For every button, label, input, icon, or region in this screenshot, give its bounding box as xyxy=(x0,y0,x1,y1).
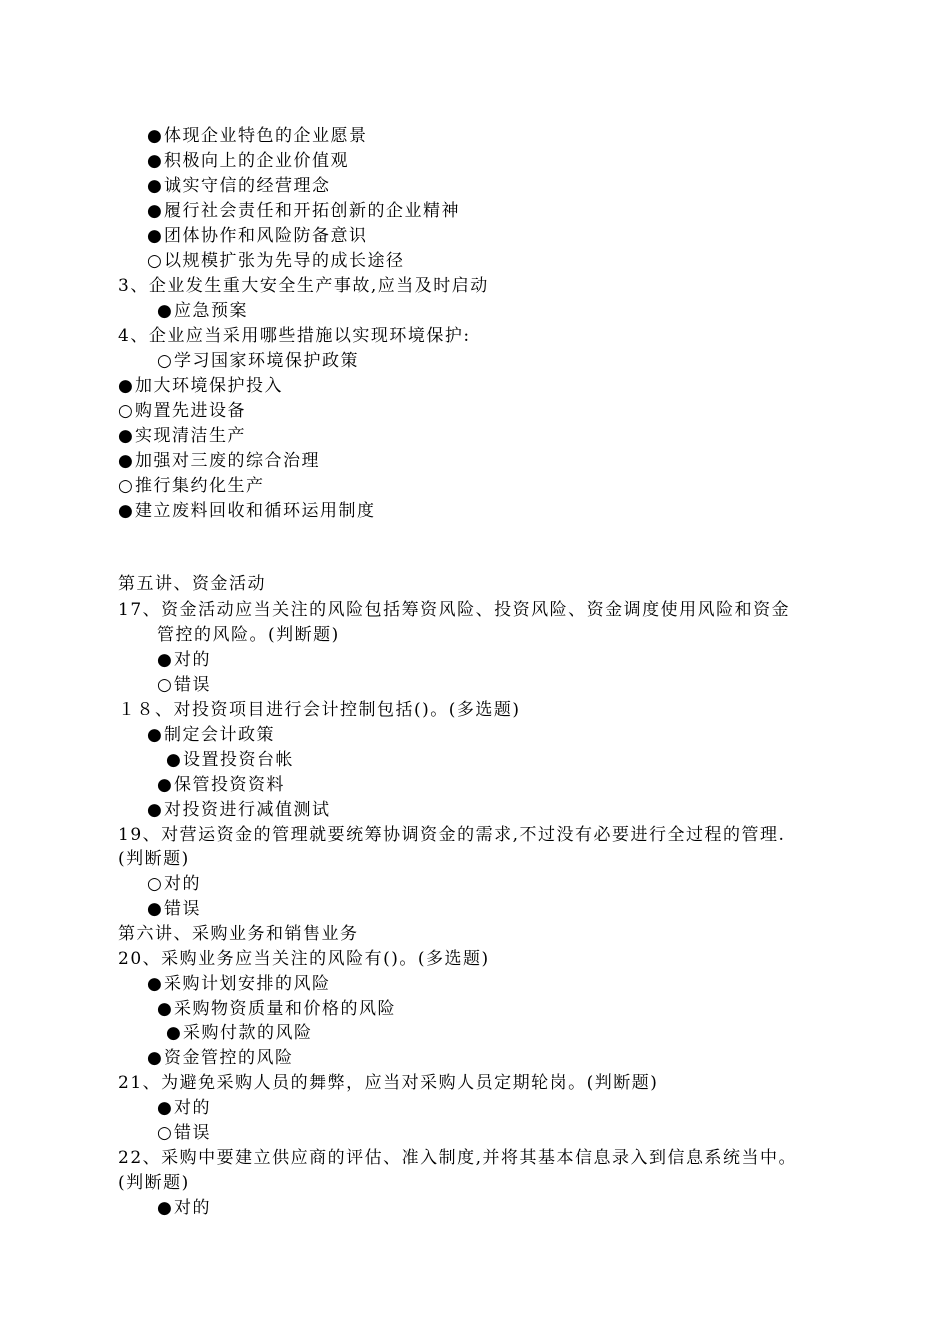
question-17-continued: 管控的风险。(判断题) xyxy=(157,625,340,645)
option-line xyxy=(118,499,376,523)
option-text: 采购物资质量和价格的风险 xyxy=(174,999,396,1019)
filled-bullet-icon: ● xyxy=(157,1098,174,1118)
filled-bullet-icon: ● xyxy=(147,226,164,246)
option-text: 加强对三废的综合治理 xyxy=(135,451,320,471)
option-line xyxy=(147,124,368,148)
filled-bullet-icon: ● xyxy=(118,451,135,471)
question-19-continued: (判断题) xyxy=(118,849,190,869)
filled-bullet-icon: ● xyxy=(118,376,135,396)
filled-bullet-icon: ● xyxy=(147,126,164,146)
filled-bullet-icon: ● xyxy=(157,650,174,670)
filled-bullet-icon: ● xyxy=(118,501,135,521)
question-22: 22、采购中要建立供应商的评估、准入制度,并将其基本信息录入到信息系统当中。 xyxy=(118,1148,798,1168)
section-title-lecture-5: 第五讲、资金活动 xyxy=(118,574,266,594)
option-text: 资金管控的风险 xyxy=(164,1048,294,1068)
empty-bullet-icon: ○ xyxy=(118,401,135,421)
option-text: 保管投资资料 xyxy=(174,775,285,795)
option-text: 履行社会责任和开拓创新的企业精神 xyxy=(164,201,460,221)
option-line xyxy=(157,349,359,373)
question-3: 3、企业发生重大安全生产事故,应当及时启动 xyxy=(118,276,489,296)
option-text: 加大环境保护投入 xyxy=(135,376,283,396)
option-text: 采购计划安排的风险 xyxy=(164,974,331,994)
option-line xyxy=(157,997,396,1021)
empty-bullet-icon: ○ xyxy=(147,251,164,271)
question-17: 17、资金活动应当关注的风险包括筹资风险、投资风险、资金调度使用风险和资金 xyxy=(118,600,791,620)
option-text: 错误 xyxy=(174,675,211,695)
option-line xyxy=(157,773,285,797)
option-text: 建立废料回收和循环运用制度 xyxy=(135,501,376,521)
question-22-continued: (判断题) xyxy=(118,1173,190,1193)
option-text: 诚实守信的经营理念 xyxy=(164,176,331,196)
filled-bullet-icon: ● xyxy=(166,750,183,770)
option-line xyxy=(147,972,331,996)
filled-bullet-icon: ● xyxy=(147,974,164,994)
question-21: 21、为避免采购人员的舞弊，应当对采购人员定期轮岗。(判断题) xyxy=(118,1073,659,1093)
filled-bullet-icon: ● xyxy=(147,201,164,221)
option-text: 推行集约化生产 xyxy=(135,476,265,496)
question-4: 4、企业应当采用哪些措施以实现环境保护: xyxy=(118,326,471,346)
option-line xyxy=(147,149,349,173)
option-line xyxy=(157,1096,211,1120)
empty-bullet-icon: ○ xyxy=(157,675,174,695)
filled-bullet-icon: ● xyxy=(147,1048,164,1068)
filled-bullet-icon: ● xyxy=(147,725,164,745)
option-line xyxy=(147,174,331,198)
empty-bullet-icon: ○ xyxy=(157,1123,174,1143)
option-line xyxy=(147,897,201,921)
filled-bullet-icon: ● xyxy=(157,775,174,795)
option-line xyxy=(118,424,246,448)
question-19: 19、对营运资金的管理就要统筹协调资金的需求,不过没有必要进行全过程的管理. xyxy=(118,825,786,845)
option-text: 对的 xyxy=(164,874,201,894)
filled-bullet-icon: ● xyxy=(147,151,164,171)
filled-bullet-icon: ● xyxy=(118,426,135,446)
option-line xyxy=(157,299,248,323)
option-line xyxy=(157,1196,211,1220)
option-line xyxy=(118,399,246,423)
option-text: 对投资进行减值测试 xyxy=(164,800,331,820)
filled-bullet-icon: ● xyxy=(166,1023,183,1043)
option-line xyxy=(157,673,211,697)
option-line xyxy=(147,798,331,822)
filled-bullet-icon: ● xyxy=(147,899,164,919)
option-line xyxy=(147,723,275,747)
empty-bullet-icon: ○ xyxy=(147,874,164,894)
option-text: 对的 xyxy=(174,1198,211,1218)
filled-bullet-icon: ● xyxy=(157,1198,174,1218)
option-line xyxy=(147,1046,294,1070)
option-line xyxy=(147,872,201,896)
option-line xyxy=(166,748,294,772)
option-text: 积极向上的企业价值观 xyxy=(164,151,349,171)
filled-bullet-icon: ● xyxy=(147,800,164,820)
option-line xyxy=(157,1121,211,1145)
option-text: 购置先进设备 xyxy=(135,401,246,421)
option-text: 错误 xyxy=(164,899,201,919)
option-text: 实现清洁生产 xyxy=(135,426,246,446)
option-text: 以规模扩张为先导的成长途径 xyxy=(164,251,405,271)
option-text: 体现企业特色的企业愿景 xyxy=(164,126,368,146)
empty-bullet-icon: ○ xyxy=(118,476,135,496)
option-text: 制定会计政策 xyxy=(164,725,275,745)
filled-bullet-icon: ● xyxy=(147,176,164,196)
option-line xyxy=(147,199,460,223)
filled-bullet-icon: ● xyxy=(157,301,174,321)
option-text: 团体协作和风险防备意识 xyxy=(164,226,368,246)
option-line xyxy=(118,449,320,473)
option-text: 对的 xyxy=(174,650,211,670)
option-line xyxy=(118,374,283,398)
option-line xyxy=(166,1021,313,1045)
option-line xyxy=(147,224,368,248)
empty-bullet-icon: ○ xyxy=(157,351,174,371)
filled-bullet-icon: ● xyxy=(157,999,174,1019)
question-18: １８、对投资项目进行会计控制包括()。(多选题) xyxy=(118,700,521,720)
option-text: 错误 xyxy=(174,1123,211,1143)
section-title-lecture-6: 第六讲、采购业务和销售业务 xyxy=(118,924,359,944)
option-text: 采购付款的风险 xyxy=(183,1023,313,1043)
option-line xyxy=(147,249,405,273)
option-text: 对的 xyxy=(174,1098,211,1118)
option-text: 学习国家环境保护政策 xyxy=(174,351,359,371)
option-text: 应急预案 xyxy=(174,301,248,321)
question-20: 20、采购业务应当关注的风险有()。(多选题) xyxy=(118,949,490,969)
option-line xyxy=(157,648,211,672)
option-text: 设置投资台帐 xyxy=(183,750,294,770)
option-line xyxy=(118,474,265,498)
